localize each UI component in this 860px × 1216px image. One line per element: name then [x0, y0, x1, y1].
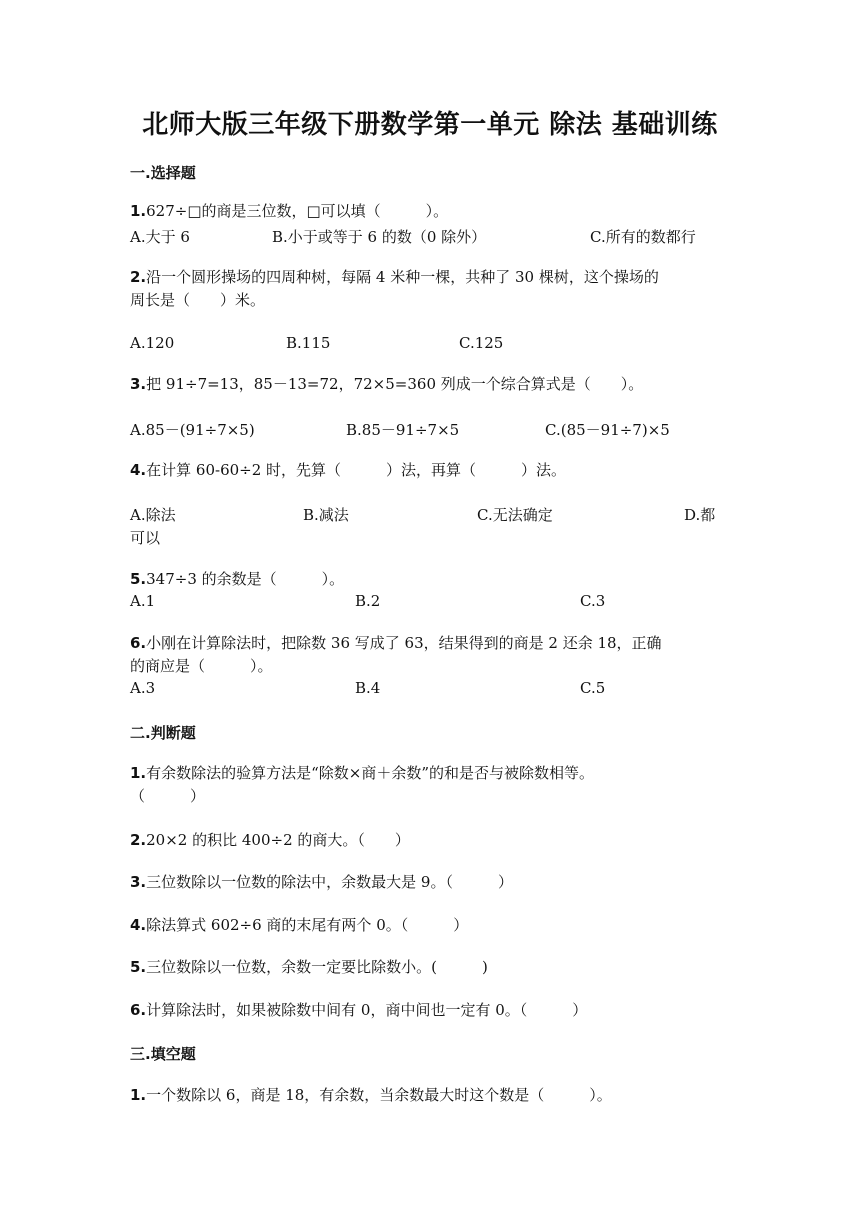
question-number: 4. [130, 461, 147, 479]
question-number: 3. [130, 375, 147, 393]
question-text-line2: 周长是（ ）米。 [130, 291, 266, 309]
question-text: 627÷□的商是三位数，□可以填（ ）。 [146, 202, 449, 220]
question-number: 2. [130, 268, 147, 286]
choice-question-2 [130, 266, 730, 312]
option-b: B.85－91÷7×5 [346, 421, 460, 439]
question-number: 1. [130, 202, 147, 220]
option-a: A.大于 6 [130, 228, 190, 246]
question-text-line1: 沿一个圆形操场的四周种树，每隔 4 米种一棵，共种了 30 棵树，这个操场的 [146, 268, 659, 286]
section-heading-fill: 三.填空题 [130, 1045, 196, 1063]
question-text: 除法算式 602÷6 商的末尾有两个 0。（ ） [146, 916, 469, 934]
choice-question-1 [130, 200, 730, 223]
choice-question-6 [130, 632, 730, 678]
question-number: 3. [130, 873, 147, 891]
question-number: 5. [130, 958, 147, 976]
question-text: 三位数除以一位数的除法中，余数最大是 9。（ ） [146, 873, 513, 891]
option-a: A.85－(91÷7×5) [130, 421, 255, 439]
answer-parentheses: （ ） [130, 787, 206, 805]
option-c: C.无法确定 [477, 506, 553, 524]
question-text-line1: 小刚在计算除法时，把除数 36 写成了 63，结果得到的商是 2 还余 18，正确 [146, 634, 662, 652]
judge-question-4 [130, 914, 730, 937]
question-text-line2: 的商应是（ ）。 [130, 657, 273, 675]
question-text: 20×2 的积比 400÷2 的商大。（ ） [146, 831, 410, 849]
question-text-line1: 有余数除法的验算方法是“除数×商＋余数”的和是否与被除数相等。 [146, 764, 595, 782]
option-b: B.115 [286, 334, 331, 352]
question-text: 347÷3 的余数是（ ）。 [146, 570, 345, 588]
option-a: A.3 [130, 679, 156, 697]
question-number: 5. [130, 570, 147, 588]
judge-question-3 [130, 871, 730, 894]
option-c: C.所有的数都行 [590, 228, 696, 246]
option-d: D.都 [684, 506, 716, 524]
question-text: 把 91÷7=13，85－13=72，72×5=360 列成一个综合算式是（ ）。 [146, 375, 644, 393]
page-title: 北师大版三年级下册数学第一单元 除法 基础训练 [142, 110, 718, 140]
question-number: 6. [130, 1001, 147, 1019]
section-heading-judge: 二.判断题 [130, 724, 196, 742]
section-heading-choice: 一.选择题 [130, 164, 196, 182]
option-d-continued: 可以 [130, 529, 161, 547]
option-b: B.4 [355, 679, 381, 697]
option-c: C.125 [459, 334, 504, 352]
fill-question-1 [130, 1084, 730, 1107]
judge-question-1 [130, 762, 730, 808]
question-number: 6. [130, 634, 147, 652]
question-number: 1. [130, 764, 147, 782]
question-text: 计算除法时，如果被除数中间有 0，商中间也一定有 0。（ ） [146, 1001, 588, 1019]
judge-question-6 [130, 999, 730, 1022]
option-a: A.1 [130, 592, 156, 610]
option-b: B.减法 [303, 506, 349, 524]
option-c: C.5 [580, 679, 606, 697]
question-number: 1. [130, 1086, 147, 1104]
option-b: B.2 [355, 592, 381, 610]
option-c: C.3 [580, 592, 606, 610]
question-text: 一个数除以 6，商是 18，有余数，当余数最大时这个数是（ ）。 [146, 1086, 612, 1104]
question-number: 2. [130, 831, 147, 849]
question-number: 4. [130, 916, 147, 934]
option-b: B.小于或等于 6 的数（0 除外） [272, 228, 487, 246]
question-text: 三位数除以一位数，余数一定要比除数小。( ) [146, 958, 488, 976]
option-c: C.(85－91÷7)×5 [545, 421, 670, 439]
choice-question-3 [130, 373, 730, 396]
option-a: A.除法 [130, 506, 176, 524]
question-text: 在计算 60-60÷2 时，先算（ ）法，再算（ ）法。 [146, 461, 567, 479]
choice-question-5 [130, 568, 730, 591]
option-a: A.120 [130, 334, 175, 352]
choice-question-4 [130, 459, 730, 482]
judge-question-5 [130, 956, 730, 979]
judge-question-2 [130, 829, 730, 852]
